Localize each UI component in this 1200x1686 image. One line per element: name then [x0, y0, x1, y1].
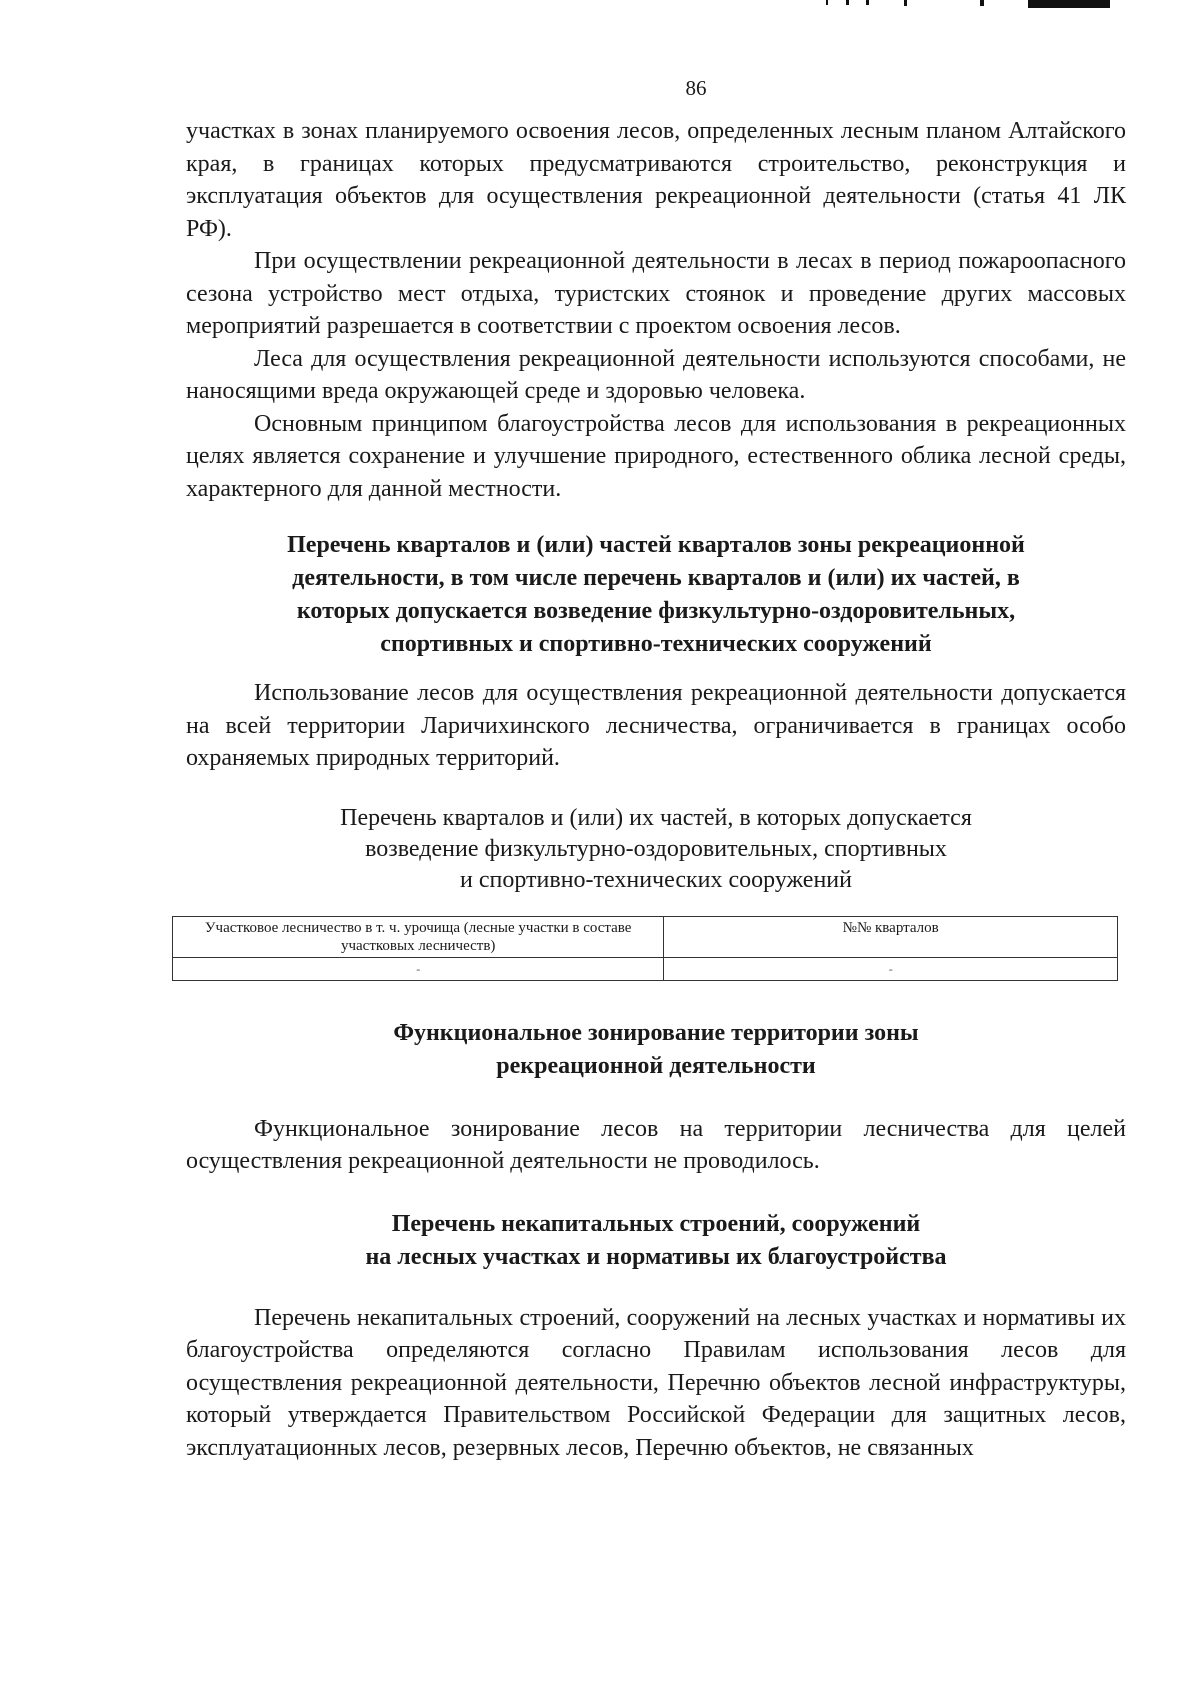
page-number: 86	[685, 76, 707, 100]
paragraph: Основным принципом благоустройства лесов для использования в рекреационных целях является сохранение и улучшение природного, естественного облика лесной среды, характерного для данной местности.	[186, 410, 1126, 502]
paragraph: При осуществлении рекреационной деятельности в лесах в период пожароопасного сезона устройство мест отдыха, туристских стоянок и проведение других массовых мероприятий разрешается в соответствии с проектом освоения лесов.	[186, 248, 1126, 339]
table-cell: -	[173, 957, 664, 980]
column-header-forestry: Участковое лесничество в т. ч. урочища (лесные участки в составе участковых лесничеств)	[173, 916, 664, 957]
table-caption	[186, 803, 1126, 896]
heading-line: Перечень кварталов и (или) частей кварталов зоны рекреационной	[287, 532, 1025, 558]
section-heading	[186, 1208, 1126, 1274]
section-heading	[186, 529, 1126, 661]
heading-line: деятельности, в том числе перечень кварталов и (или) их частей, в	[292, 565, 1020, 591]
paragraph: Леса для осуществления рекреационной деятельности используются способами, не наносящими вреда окружающей среде и здоровью человека.	[186, 345, 1126, 404]
scan-mark	[1028, 0, 1110, 8]
paragraph: Использование лесов для осуществления рекреационной деятельности допускается на всей территории Ларичихинского лесничества, ограничивается в границах особо охраняемых природных территорий.	[186, 680, 1126, 771]
table-header-row	[173, 916, 1118, 957]
caption-line: и спортивно-технических сооружений	[460, 866, 852, 893]
scan-mark	[980, 0, 984, 6]
scan-mark	[826, 0, 828, 5]
quarters-table	[172, 916, 1118, 981]
table-row	[173, 957, 1118, 980]
heading-line: спортивных и спортивно-технических сооружений	[380, 631, 932, 657]
heading-line: Перечень некапитальных строений, сооружений	[391, 1210, 921, 1237]
heading-line: Функциональное зонирование территории зоны	[393, 1019, 919, 1046]
document-page	[186, 76, 1126, 1464]
section-heading	[186, 1017, 1126, 1083]
caption-line: возведение физкультурно-оздоровительных, спортивных	[365, 835, 947, 862]
heading-line: рекреационной деятельности	[496, 1052, 816, 1079]
scan-mark	[904, 0, 907, 6]
caption-line: Перечень кварталов и (или) их частей, в которых допускается	[340, 804, 972, 831]
scan-mark	[866, 0, 869, 5]
paragraph: участках в зонах планируемого освоения лесов, определенных лесным планом Алтайского края, в границах которых предусматриваются строительство, реконструкция и эксплуатация объектов для осуществления рекреационной деятельности (статья 41 ЛК РФ).	[186, 118, 1126, 242]
paragraph: Перечень некапитальных строений, сооружений на лесных участках и нормативы их благоустройства определяются согласно Правилам использования лесов для осуществления рекреационной деятельности, Перечню объектов лесной инфраструктуры, который утверждается Правительством Российской Федерации для защитных лесов, эксплуатационных лесов, резервных лесов, Перечню объектов, не связанных	[186, 1304, 1126, 1461]
table-cell: -	[664, 957, 1118, 980]
heading-line: на лесных участках и нормативы их благоустройства	[365, 1243, 947, 1270]
column-header-quarters: №№ кварталов	[664, 916, 1118, 957]
heading-line: которых допускается возведение физкультурно-оздоровительных,	[296, 598, 1016, 624]
scan-mark	[846, 0, 849, 5]
paragraph: Функциональное зонирование лесов на территории лесничества для целей осуществления рекреационной деятельности не проводилось.	[186, 1115, 1126, 1174]
